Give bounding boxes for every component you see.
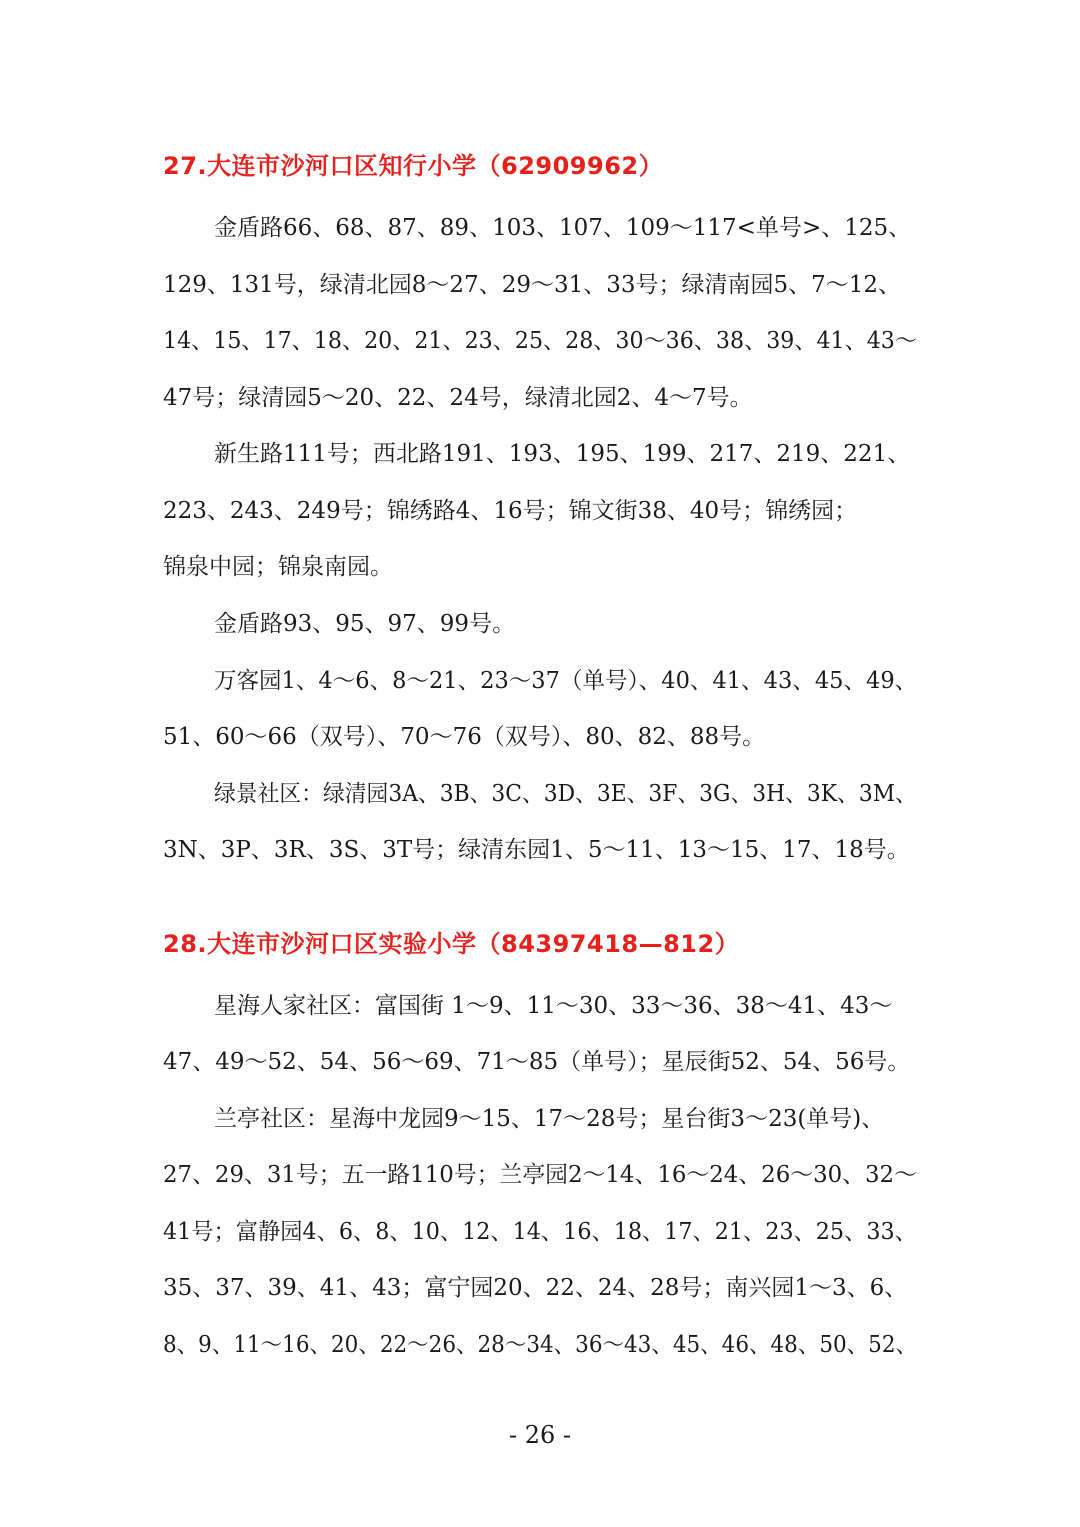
text-line: 万客园1、4～6、8～21、23～37（单号）、40、41、43、45、49、 xyxy=(214,668,918,694)
text-line: 129、131号，绿清北园8～27、29～31、33号；绿清南园5、7～12、 xyxy=(163,272,902,298)
text-line: 新生路111号；西北路191、193、195、199、217、219、221、 xyxy=(214,441,911,467)
text-line: 41号；富静园4、6、8、10、12、14、16、18、17、21、23、25、33、 xyxy=(163,1219,917,1245)
text-line: 47、49～52、54、56～69、71～85（单号）；星辰街52、54、56号。 xyxy=(163,1049,911,1075)
text-line: 绿景社区：绿清园3A、3B、3C、3D、3E、3F、3G、3H、3K、3M、 xyxy=(214,781,917,807)
text-line: 35、37、39、41、43；富宁园20、22、24、28号；南兴园1～3、6、 xyxy=(163,1275,908,1301)
text-line: 51、60～66（双号）、70～76（双号）、80、82、88号。 xyxy=(163,724,766,750)
text-line: 金盾路93、95、97、99号。 xyxy=(214,611,516,637)
page-number: - 26 - xyxy=(508,1421,571,1449)
text-line: 金盾路66、68、87、89、103、107、109～117<单号>、125、 xyxy=(214,215,912,241)
section-heading: 28.大连市沙河口区实验小学（84397418—812） xyxy=(163,930,740,958)
text-line: 223、243、249号；锦绣路4、16号；锦文街38、40号；锦绣园； xyxy=(163,498,858,524)
text-line: 锦泉中园；锦泉南园。 xyxy=(163,554,393,580)
text-line: 8、9、11～16、20、22～26、28～34、36～43、45、46、48、50、52、 xyxy=(163,1332,917,1358)
text-line: 14、15、17、18、20、21、23、25、28、30～36、38、39、41、43～ xyxy=(163,328,917,354)
text-line: 兰亭社区：星海中龙园9～15、17～28号；星台街3～23(单号)、 xyxy=(214,1106,885,1132)
text-line: 3N、3P、3R、3S、3T号；绿清东园1、5～11、13～15、17、18号。 xyxy=(163,837,910,863)
text-line: 47号；绿清园5～20、22、24号，绿清北园2、4～7号。 xyxy=(163,385,753,411)
text-line: 星海人家社区：富国街 1～9、11～30、33～36、38～41、43～ xyxy=(214,993,893,1019)
section-heading: 27.大连市沙河口区知行小学（62909962） xyxy=(163,152,664,180)
text-line: 27、29、31号；五一路110号；兰亭园2～14、16～24、26～30、32～ xyxy=(163,1162,917,1188)
